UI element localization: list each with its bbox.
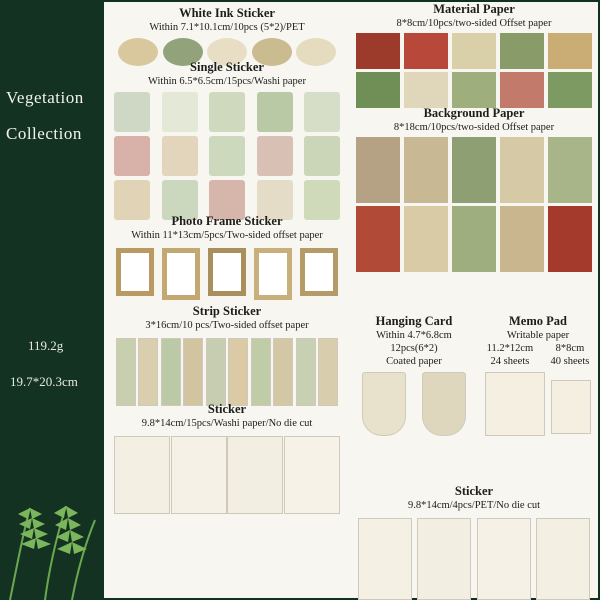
swatch [356, 206, 400, 272]
material-row [356, 72, 592, 108]
swatch [452, 206, 496, 272]
memo-count: 40 sheets [550, 356, 590, 367]
memo-pad-spec-1 [487, 342, 534, 368]
swatch [500, 33, 544, 69]
swatch [404, 137, 448, 203]
swatch [548, 33, 592, 69]
section-white-ink-sticker [104, 6, 350, 66]
swatch [304, 136, 340, 176]
memo-pad-spec-2 [551, 342, 590, 368]
swatch [356, 72, 400, 108]
sticker-sheet [536, 518, 590, 600]
section-caption [350, 484, 598, 512]
swatch [404, 72, 448, 108]
photo-frame [300, 248, 338, 296]
background-row [356, 206, 592, 272]
swatch [296, 338, 316, 406]
section-subtitle: Within 4.7*6.8cm [376, 330, 452, 341]
sticker-sheet [114, 436, 170, 514]
swatch [114, 136, 150, 176]
section-caption [104, 60, 350, 88]
section-title: Sticker [454, 484, 494, 498]
product-sheet [104, 2, 598, 598]
swatch [228, 338, 248, 406]
section-title: Material Paper [433, 2, 515, 16]
swatch [273, 338, 293, 406]
swatch [452, 137, 496, 203]
material-paper-grid [350, 30, 598, 108]
section-caption [104, 304, 350, 332]
section-subtitle: 9.8*14cm/4pcs/PET/No die cut [407, 500, 541, 511]
section-subtitle: 8*18cm/10pcs/two-sided Offset paper [393, 122, 555, 133]
section-subtitle: Within 11*13cm/5pcs/Two-sided offset paper [131, 230, 323, 241]
swatch [452, 72, 496, 108]
swatch [138, 338, 158, 406]
section-caption [104, 6, 350, 34]
section-single-sticker [104, 60, 350, 224]
swatch [318, 338, 338, 406]
sticker-sheet [284, 436, 340, 514]
swatch [257, 92, 293, 132]
swatch [404, 33, 448, 69]
fern-leaf-decoration [0, 450, 110, 600]
memo-pad-row [478, 368, 598, 436]
hanging-card-row [350, 368, 478, 436]
swatch [251, 338, 271, 406]
washi-sticker-row [104, 430, 350, 514]
hanging-card [422, 372, 466, 436]
photo-frame [162, 248, 200, 300]
swatch [452, 33, 496, 69]
hanging-card [362, 372, 406, 436]
section-background-paper [350, 106, 598, 275]
section-material-paper [350, 2, 598, 111]
section-caption [104, 402, 350, 430]
section-title: White Ink Sticker [179, 6, 275, 20]
memo-pad-small [551, 380, 591, 434]
section-subtitle: 3*16cm/10 pcs/Two-sided offset paper [145, 320, 309, 331]
memo-size: 11.2*12cm [486, 343, 534, 354]
background-paper-grid [350, 134, 598, 272]
swatch [206, 338, 226, 406]
section-subtitle: Within 6.5*6.5cm/15pcs/Washi paper [148, 76, 306, 87]
sticker-row [114, 136, 340, 176]
sticker-sheet [171, 436, 227, 514]
section-strip-sticker [104, 304, 350, 406]
section-caption [104, 214, 350, 242]
section-title: Hanging Card [375, 314, 453, 328]
sticker-sheet [417, 518, 471, 600]
section-sticker-pet [350, 484, 598, 600]
section-caption [350, 314, 478, 368]
section-count: 12pcs(6*2) [390, 343, 438, 354]
section-caption [478, 314, 598, 342]
swatch [356, 33, 400, 69]
section-sticker-washi [104, 402, 350, 514]
swatch [548, 72, 592, 108]
memo-size: 8*8cm [555, 343, 585, 354]
photo-frame [254, 248, 292, 300]
section-caption [350, 2, 598, 30]
sticker-sheet [477, 518, 531, 600]
swatch [500, 206, 544, 272]
section-title: Single Sticker [190, 60, 264, 74]
swatch [183, 338, 203, 406]
section-memo-pad [478, 314, 598, 436]
background-row [356, 137, 592, 203]
photo-frame [208, 248, 246, 296]
sticker-row [114, 92, 340, 132]
sticker-sheet [227, 436, 283, 514]
swatch [356, 137, 400, 203]
swatch [116, 338, 136, 406]
sticker-sheet [358, 518, 412, 600]
memo-count: 24 sheets [490, 356, 530, 367]
section-title: Strip Sticker [192, 304, 262, 318]
section-material: Coated paper [386, 356, 442, 367]
brand-line-1: Vegetation [6, 88, 84, 107]
section-hanging-card [350, 314, 478, 436]
section-subtitle: 9.8*14cm/15pcs/Washi paper/No die cut [141, 418, 313, 429]
pet-sticker-row [350, 512, 598, 600]
swatch [257, 136, 293, 176]
swatch [209, 136, 245, 176]
section-title: Photo Frame Sticker [171, 214, 283, 228]
swatch [500, 137, 544, 203]
strip-sticker-row [104, 332, 350, 406]
swatch [500, 72, 544, 108]
photo-frame [116, 248, 154, 296]
memo-pad-large [485, 372, 545, 436]
swatch [404, 206, 448, 272]
swatch [114, 92, 150, 132]
section-title: Memo Pad [509, 314, 567, 328]
swatch [209, 92, 245, 132]
photo-frame-row [104, 242, 350, 300]
swatch [548, 137, 592, 203]
product-size: 19.7*20.3cm [10, 374, 78, 389]
swatch [161, 338, 181, 406]
section-title: Sticker [207, 402, 247, 416]
single-sticker-grid [104, 88, 350, 220]
section-subtitle: Within 7.1*10.1cm/10pcs (5*2)/PET [149, 22, 305, 33]
product-weight: 119.2g [28, 338, 64, 353]
section-subtitle: 8*8cm/10pcs/two-sided Offset paper [396, 18, 552, 29]
material-row [356, 33, 592, 69]
section-photo-frame-sticker [104, 214, 350, 300]
swatch [162, 136, 198, 176]
memo-pad-specs [478, 342, 598, 368]
swatch [304, 92, 340, 132]
swatch [548, 206, 592, 272]
brand-line-2: Collection [6, 124, 82, 143]
section-subtitle: Writable paper [506, 330, 570, 341]
section-title: Background Paper [423, 106, 525, 120]
swatch [162, 92, 198, 132]
section-caption [350, 106, 598, 134]
